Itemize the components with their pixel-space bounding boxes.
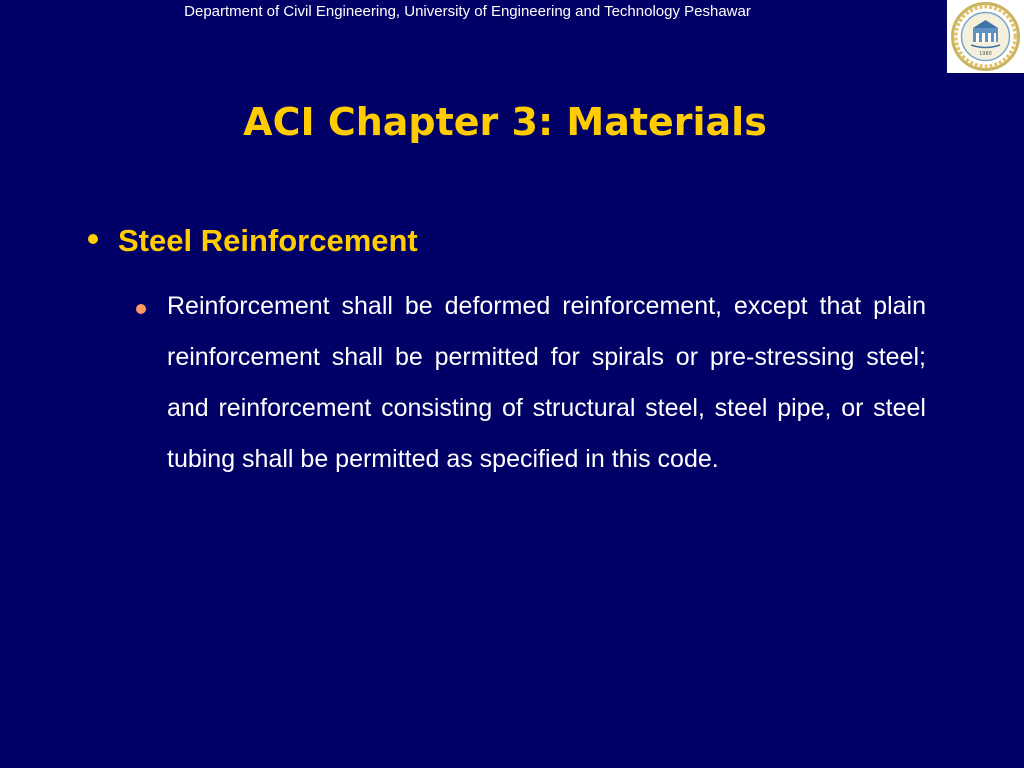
bullet-label: Steel Reinforcement	[118, 223, 418, 258]
university-logo	[947, 0, 1024, 73]
bullet-level-1	[88, 221, 418, 261]
sub-bullet-dot-icon	[136, 304, 146, 314]
bullet-dot-icon	[88, 234, 98, 244]
bullet-level-2	[136, 281, 926, 485]
sub-bullet-text: Reinforcement shall be deformed reinforcement, except that plain reinforcement shall be permitted for spirals or pre-stressing steel; and reinforcement consisting of structural steel, steel pipe, or steel tubing shall be permitted as specified in this code.	[167, 292, 926, 473]
university-seal-icon	[947, 0, 1024, 73]
slide-title: ACI Chapter 3: Materials	[243, 100, 767, 144]
department-header: Department of Civil Engineering, University of Engineering and Technology Peshawar	[184, 3, 751, 20]
logo-year: 1980	[979, 51, 992, 57]
